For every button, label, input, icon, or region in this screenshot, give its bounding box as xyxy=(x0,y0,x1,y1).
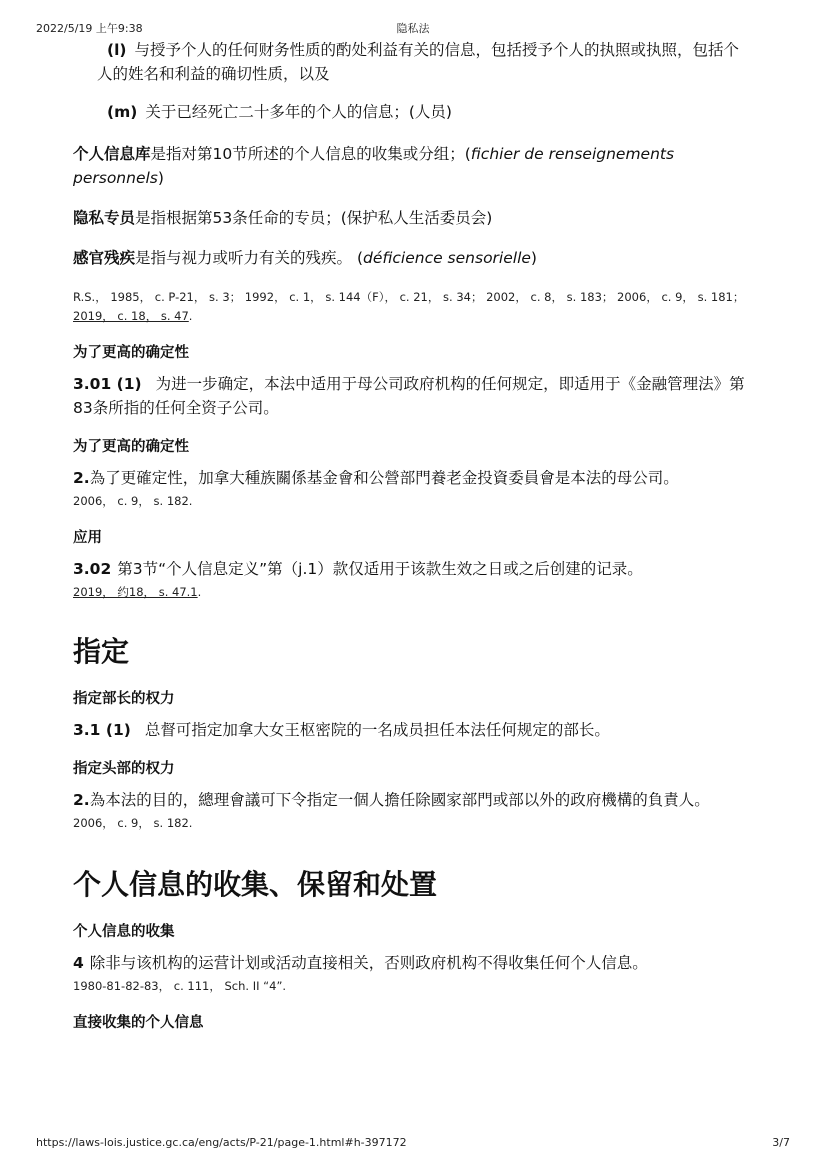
marginal-note: 指定头部的权力 xyxy=(73,761,175,777)
section-4 xyxy=(73,951,753,975)
paragraph-l xyxy=(97,38,753,86)
print-datetime: 2022/5/19 上午9:38 xyxy=(36,22,143,35)
print-title: 隐私法 xyxy=(396,22,430,35)
marginal-note: 指定部长的权力 xyxy=(73,691,175,707)
defined-term: 感官残疾 xyxy=(73,249,136,267)
definition-sensory-disability: 感官残疾是指与视力或听力有关的残疾。 (déficience sensorielle) xyxy=(73,249,537,267)
paragraph-m xyxy=(97,100,753,124)
definition-privacy-commissioner xyxy=(73,206,753,230)
marginal-note: 个人信息的收集 xyxy=(73,924,175,940)
section-text: 除非与该机构的运营计划或活动直接相关，否则政府机构不得收集任何个人信息。 xyxy=(89,954,648,972)
paragraph-text: 关于已经死亡二十多年的个人的信息；(人员) xyxy=(145,103,452,121)
citation-link[interactable]: 2019， 约18， s. 47.1 xyxy=(73,585,198,599)
citation: 2006， c. 9， s. 182. xyxy=(73,816,193,830)
section-number: 3.02 xyxy=(73,560,112,578)
heading-designation: 指定 xyxy=(73,635,130,668)
citation: 2019， 约18， s. 47.1. xyxy=(73,585,202,599)
paragraph-number: (m) xyxy=(107,103,138,121)
section-3-02 xyxy=(73,557,753,581)
definition-text: 是指对第10节所述的个人信息的收集或分组；( xyxy=(150,145,471,163)
heading-collection-retention-disposal: 个人信息的收集、保留和处置 xyxy=(73,868,438,901)
section-text: 為了更確定性，加拿大種族關係基金會和公營部門養老金投資委員會是本法的母公司。 xyxy=(89,469,679,487)
marginal-note: 直接收集的个人信息 xyxy=(73,1015,204,1031)
paragraph-number: (l) xyxy=(107,41,127,59)
subsection-3-1-2 xyxy=(73,788,753,812)
french-term: fichier de renseignements personnels xyxy=(73,145,675,187)
section-number: 3.01 (1) xyxy=(73,375,142,393)
section-text: 为进一步确定，本法中适用于母公司政府机构的任何规定，即适用于《金融管理法》第83条所指的任何全资子公司。 xyxy=(73,375,745,417)
section-text: 第3节“个人信息定义”第（j.1）款仅适用于该款生效之日或之后创建的记录。 xyxy=(117,560,643,578)
section-number: 2. xyxy=(73,469,90,487)
document-body xyxy=(73,38,753,1034)
section-number: 4 xyxy=(73,954,84,972)
marginal-note: 应用 xyxy=(73,530,102,546)
print-url: https://laws-lois.justice.gc.ca/eng/acts/P-21/page-1.html#h-397172 xyxy=(36,1136,407,1149)
marginal-note: 为了更高的确定性 xyxy=(73,345,189,361)
definition-text: 是指根据第53条任命的专员；(保护私人生活委员会) xyxy=(135,209,493,227)
french-term: déficience sensorielle xyxy=(363,249,531,267)
citation: 2006， c. 9， s. 182. xyxy=(73,494,193,508)
citation-s3: R.S.， 1985， c. P-21， s. 3； 1992， c. 1， s. 144（F）， c. 21， s. 34； 2002， c. 8， s. 183； 2006， c. 9， s. 181； 2019， c. 18， s. 47. xyxy=(73,290,745,323)
section-3-1 xyxy=(73,718,753,742)
definition-personal-information-bank: 个人信息库是指对第10节所述的个人信息的收集或分组；(fichier de renseignements personnels) xyxy=(73,145,675,187)
section-number: 3.1 (1) xyxy=(73,721,131,739)
citation-link[interactable]: 2019， c. 18， s. 47 xyxy=(73,309,189,323)
subsection-3-01-2 xyxy=(73,466,753,490)
citation: 1980-81-82-83， c. 111， Sch. II “4”. xyxy=(73,979,287,993)
definition-text: 是指与视力或听力有关的残疾。 ( xyxy=(135,249,363,267)
section-text: 总督可指定加拿大女王枢密院的一名成员担任本法任何规定的部长。 xyxy=(144,721,610,739)
section-3-01 xyxy=(73,372,753,420)
section-number: 2. xyxy=(73,791,90,809)
defined-term: 个人信息库 xyxy=(73,145,151,163)
defined-term: 隐私专员 xyxy=(73,209,136,227)
page-number: 3/7 xyxy=(772,1136,790,1149)
marginal-note: 为了更高的确定性 xyxy=(73,439,189,455)
paragraph-text: 与授予个人的任何财务性质的酌处利益有关的信息，包括授予个人的执照或执照，包括个人的姓名和利益的确切性质，以及 xyxy=(97,41,739,83)
section-text: 為本法的目的，總理會議可下令指定一個人擔任除國家部門或部以外的政府機構的負責人。 xyxy=(89,791,710,809)
